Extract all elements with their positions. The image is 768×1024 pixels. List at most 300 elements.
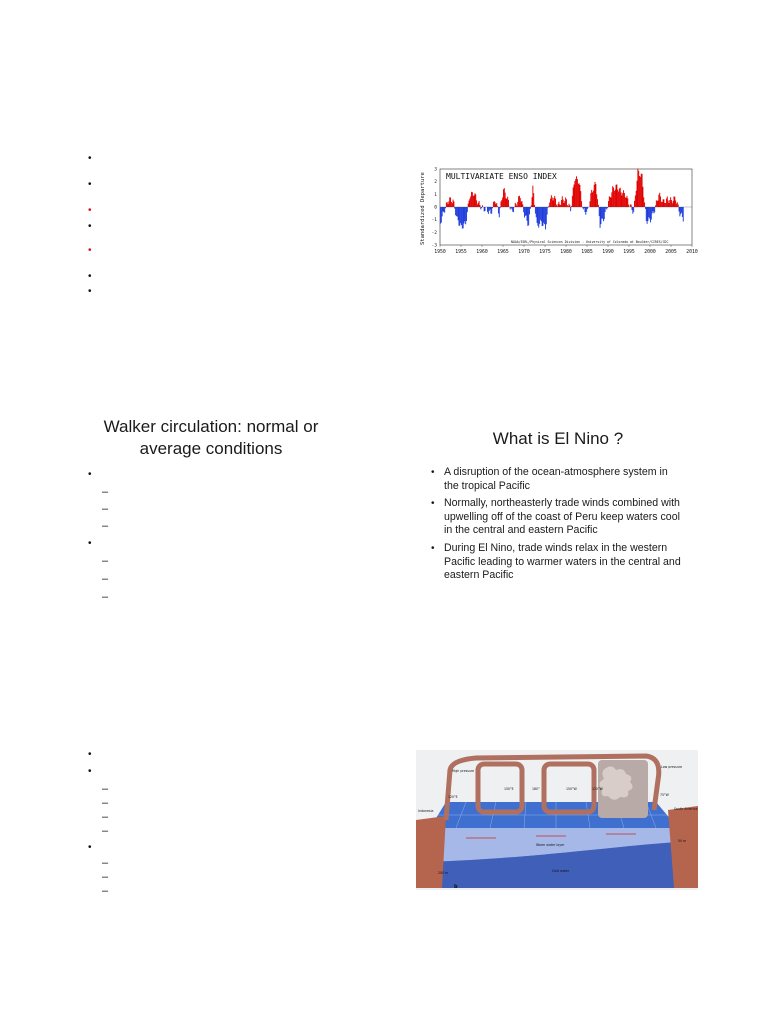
y-tick-label: -1: [431, 218, 437, 224]
enso-bar: [621, 192, 622, 207]
enso-bar: [645, 207, 646, 209]
enso-bar: [548, 206, 549, 207]
enso-bar: [590, 201, 591, 207]
label-180: 180°: [532, 787, 540, 791]
x-tick-label: 1990: [602, 250, 614, 255]
enso-bar: [618, 192, 619, 207]
enso-bar: [517, 202, 518, 207]
enso-bar: [464, 207, 465, 221]
enso-bar: [481, 207, 482, 208]
enso-bar: [655, 205, 656, 207]
enso-bar: [678, 204, 679, 207]
enso-bar: [520, 198, 521, 207]
enso-bar: [480, 207, 481, 209]
enso-bar: [676, 204, 677, 207]
enso-bar: [598, 205, 599, 207]
enso-bar: [489, 207, 490, 211]
enso-bar: [600, 207, 601, 224]
enso-bar: [654, 207, 655, 212]
enso-bar: [527, 207, 528, 226]
enso-bar: [619, 189, 620, 207]
enso-bar: [474, 193, 475, 207]
enso-bar: [566, 199, 567, 207]
enso-bar: [668, 203, 669, 207]
enso-bar: [539, 207, 540, 224]
enso-bar: [456, 207, 457, 216]
enso-bar: [594, 185, 595, 207]
enso-bar: [559, 204, 560, 207]
enso-bar: [523, 207, 524, 212]
enso-bar: [528, 207, 529, 225]
bullet-text: A disruption of the ocean-atmosphere system in the tropical Pacific: [444, 466, 668, 492]
y-tick-label: -2: [431, 230, 437, 236]
enso-bar: [641, 174, 642, 207]
enso-bar: [570, 207, 571, 211]
enso-bar: [590, 193, 591, 207]
enso-bar: [605, 207, 606, 212]
enso-bar: [583, 207, 584, 209]
enso-bar: [484, 207, 485, 211]
enso-bar: [461, 207, 462, 225]
enso-bar: [562, 196, 563, 207]
enso-bar: [574, 185, 575, 207]
sub-bullet-dash: –: [102, 591, 109, 603]
enso-bar: [613, 188, 614, 207]
list-item: [428, 466, 682, 493]
enso-bar: [674, 196, 675, 207]
enso-bar: [473, 196, 474, 207]
enso-bar: [585, 207, 586, 215]
enso-bar: [455, 207, 456, 215]
enso-bar: [552, 197, 553, 207]
enso-bar: [482, 205, 483, 207]
enso-bar: [653, 207, 654, 211]
enso-bar: [617, 190, 618, 207]
enso-bar: [447, 202, 448, 207]
enso-bar: [621, 195, 622, 207]
enso-bar: [658, 195, 659, 207]
enso-bar: [500, 201, 501, 207]
slide-title-line-2: average conditions: [139, 439, 283, 458]
enso-bar: [491, 207, 492, 214]
enso-bar: [564, 201, 565, 207]
enso-bar: [487, 207, 488, 212]
enso-bar: [475, 194, 476, 207]
enso-bar: [664, 203, 665, 207]
enso-bar: [448, 204, 449, 207]
enso-bar: [459, 207, 460, 226]
x-tick-label: 2000: [644, 250, 656, 255]
enso-bar: [446, 202, 447, 207]
enso-bar: [504, 188, 505, 207]
enso-bar: [495, 204, 496, 207]
enso-bar: [540, 207, 541, 220]
label-120e: 120°E: [448, 795, 458, 799]
enso-bar: [502, 197, 503, 207]
chart-y-axis-label: Standardized Departure: [420, 172, 426, 245]
enso-bar: [498, 207, 499, 213]
enso-bar: [535, 207, 536, 214]
enso-bar: [616, 185, 617, 207]
enso-bar: [596, 194, 597, 207]
enso-bar: [634, 201, 635, 207]
enso-bar: [563, 200, 564, 207]
enso-bar: [604, 207, 605, 219]
indonesia-landmass: [416, 816, 449, 888]
enso-bar: [561, 200, 562, 207]
enso-bar: [465, 207, 466, 224]
enso-bar: [611, 197, 612, 207]
enso-bar: [673, 201, 674, 207]
enso-bar: [611, 192, 612, 207]
enso-bar: [584, 207, 585, 208]
enso-bar: [663, 199, 664, 207]
slide-title-walker: [86, 416, 336, 460]
enso-bar: [597, 199, 598, 207]
bullet-point-red: •: [88, 205, 92, 216]
enso-bar: [663, 199, 664, 207]
enso-bar: [443, 207, 444, 211]
enso-bar: [640, 177, 641, 207]
enso-bar: [580, 191, 581, 207]
bullet-dot: •: [431, 542, 435, 554]
enso-bar: [479, 201, 480, 207]
enso-bar: [496, 203, 497, 207]
enso-bar: [492, 207, 493, 208]
enso-bar: [649, 207, 650, 219]
enso-bar: [679, 207, 680, 216]
enso-bar: [602, 207, 603, 219]
enso-bar: [526, 207, 527, 216]
enso-bar: [488, 207, 489, 214]
enso-bar: [612, 186, 613, 207]
enso-bar: [605, 207, 606, 208]
enso-bar: [534, 205, 535, 207]
enso-bar: [637, 169, 638, 207]
enso-bar: [554, 196, 555, 207]
enso-bar: [510, 207, 511, 209]
sub-bullet-dash: –: [102, 797, 109, 809]
enso-bar: [643, 197, 644, 207]
y-tick-label: -3: [431, 243, 437, 249]
x-tick-label: 1970: [518, 250, 530, 255]
enso-bar: [501, 200, 502, 207]
enso-bar: [661, 202, 662, 207]
enso-bar: [467, 207, 468, 212]
enso-bar: [593, 191, 594, 207]
sub-bullet-dash: –: [102, 573, 109, 585]
enso-bar: [493, 202, 494, 207]
enso-index-chart: [416, 163, 698, 259]
enso-bar: [553, 198, 554, 207]
sub-bullet-dash: –: [102, 520, 109, 532]
enso-bar: [551, 195, 552, 207]
enso-bar: [460, 207, 461, 223]
walker-diagram-svg: [416, 750, 698, 890]
enso-bar: [490, 207, 491, 214]
enso-bar: [677, 202, 678, 207]
enso-bar: [610, 197, 611, 207]
enso-bar: [637, 181, 638, 207]
enso-bar: [494, 201, 495, 207]
x-tick-label: 1985: [581, 250, 593, 255]
enso-bar: [500, 207, 501, 208]
x-tick-label: 1950: [434, 250, 446, 255]
bullet-point: •: [88, 842, 92, 853]
enso-bar: [573, 187, 574, 207]
enso-bar: [633, 207, 634, 212]
enso-bar: [652, 207, 653, 213]
enso-bar: [644, 203, 645, 208]
label-75w: 75°W: [660, 793, 669, 797]
x-tick-label: 1955: [455, 250, 467, 255]
enso-bar: [680, 207, 681, 214]
enso-bar: [577, 179, 578, 207]
x-tick-label: 2010: [686, 250, 698, 255]
list-item: [428, 497, 682, 538]
sub-bullet-dash: –: [102, 857, 109, 869]
enso-bar: [631, 205, 632, 207]
enso-bar: [542, 207, 543, 226]
enso-bar: [569, 204, 570, 207]
enso-bar: [626, 198, 627, 207]
walker-circulation-diagram: [416, 750, 698, 890]
enso-bar: [451, 202, 452, 207]
enso-bar: [681, 207, 682, 213]
enso-bar: [600, 207, 601, 228]
enso-bar: [653, 207, 654, 213]
enso-bar: [630, 204, 631, 207]
enso-bar: [587, 207, 588, 209]
y-tick-label: 0: [434, 205, 437, 211]
enso-bar: [626, 196, 627, 207]
y-tick-label: 3: [434, 167, 437, 173]
enso-bar: [506, 199, 507, 207]
enso-bar: [485, 207, 486, 211]
enso-bar: [642, 174, 643, 207]
enso-bar: [595, 182, 596, 207]
enso-bar: [656, 200, 657, 207]
label-cold-water: Cold water: [552, 869, 570, 873]
enso-bar: [620, 188, 621, 207]
enso-bar: [518, 196, 519, 207]
enso-bar: [440, 207, 441, 224]
enso-bar: [471, 192, 472, 207]
enso-bar: [495, 202, 496, 207]
enso-bar: [513, 207, 514, 212]
enso-bar: [623, 190, 624, 207]
enso-bar: [563, 203, 564, 207]
enso-bar: [682, 207, 683, 217]
enso-bar: [550, 199, 551, 207]
label-low-pressure: Low pressure: [661, 765, 683, 769]
enso-bar: [525, 207, 526, 216]
x-tick-label: 1995: [623, 250, 635, 255]
enso-bar: [627, 198, 628, 207]
enso-bar: [545, 207, 546, 229]
enso-bar: [538, 207, 539, 228]
enso-bar: [601, 207, 602, 219]
label-indonesia: Indonesia: [418, 809, 434, 813]
enso-bar: [616, 184, 617, 207]
enso-bar: [648, 207, 649, 217]
enso-bar: [524, 207, 525, 218]
enso-bar: [625, 197, 626, 207]
enso-bar: [470, 196, 471, 207]
enso-bar: [521, 201, 522, 207]
enso-bar: [453, 201, 454, 207]
y-tick-label: 1: [434, 192, 437, 198]
enso-bar: [595, 184, 596, 207]
x-tick-label: 1980: [560, 250, 572, 255]
enso-bar: [522, 204, 523, 207]
enso-bar: [464, 207, 465, 224]
enso-bar: [574, 181, 575, 207]
enso-bar: [614, 191, 615, 207]
enso-bar: [445, 207, 446, 208]
enso-bar: [569, 205, 570, 207]
enso-bar: [458, 207, 459, 220]
enso-bar: [662, 202, 663, 207]
enso-bar: [462, 207, 463, 229]
enso-bar: [675, 200, 676, 207]
enso-bar: [553, 200, 554, 207]
x-tick-label: 1965: [497, 250, 509, 255]
sub-bullet-dash: –: [102, 486, 109, 498]
enso-bar: [549, 203, 550, 207]
chart-credit: NOAA/ESRL/Physical Sciences Division - University of Colorado at Boulder/CIRES/CDC: [511, 240, 669, 244]
enso-bar: [469, 199, 470, 207]
sub-bullet-dash: –: [102, 885, 109, 897]
enso-bar: [560, 205, 561, 207]
enso-bar: [452, 203, 453, 207]
enso-bar: [572, 196, 573, 207]
enso-bar: [507, 197, 508, 207]
enso-bar: [457, 207, 458, 217]
bullet-point: •: [88, 538, 92, 549]
enso-bar: [659, 193, 660, 207]
enso-bar: [665, 203, 666, 207]
label-150w: 150°W: [566, 787, 577, 791]
enso-bar: [463, 207, 464, 228]
enso-bar: [546, 207, 547, 224]
chart-title: MULTIVARIATE ENSO INDEX: [446, 172, 557, 181]
x-tick-label: 1975: [539, 250, 551, 255]
enso-bar: [476, 200, 477, 207]
enso-bar: [558, 202, 559, 207]
enso-bar: [672, 203, 673, 207]
bullet-point-red: •: [88, 245, 92, 256]
bullet-point: •: [88, 749, 92, 760]
enso-bar: [558, 204, 559, 207]
enso-bar: [555, 199, 556, 207]
enso-bar: [453, 200, 454, 207]
enso-bar: [441, 207, 442, 223]
bullet-point: •: [88, 286, 92, 297]
enso-bar: [449, 197, 450, 207]
enso-bar: [658, 201, 659, 207]
enso-bar: [499, 207, 500, 217]
enso-bar: [579, 183, 580, 207]
bullet-dot: •: [431, 467, 435, 478]
bullet-point: •: [88, 766, 92, 777]
enso-bar: [581, 201, 582, 207]
enso-bar: [579, 185, 580, 207]
enso-bar: [628, 205, 629, 207]
enso-bar: [636, 191, 637, 207]
label-depth-50: 50 m: [678, 839, 687, 843]
enso-bar: [615, 190, 616, 207]
enso-bar: [674, 197, 675, 207]
enso-bar: [521, 202, 522, 207]
enso-bar: [477, 204, 478, 207]
label-south-america: South America: [674, 807, 698, 811]
enso-bar: [537, 207, 538, 226]
sub-bullet-dash: –: [102, 503, 109, 515]
enso-bar: [512, 207, 513, 212]
enso-bar: [527, 207, 528, 221]
enso-bar: [466, 207, 467, 221]
enso-bar: [537, 207, 538, 223]
sub-bullet-dash: –: [102, 871, 109, 883]
enso-bar: [443, 207, 444, 212]
enso-bar: [547, 207, 548, 215]
sub-bullet-dash: –: [102, 783, 109, 795]
enso-bar: [632, 207, 633, 214]
enso-bar: [454, 207, 455, 209]
el-nino-bullet-list: [428, 466, 682, 587]
enso-bar: [556, 205, 557, 207]
enso-bar: [519, 196, 520, 207]
enso-bar: [575, 179, 576, 207]
bullet-point: •: [88, 271, 92, 282]
enso-bar: [642, 187, 643, 207]
enso-bar: [646, 207, 647, 221]
label-120w: 120°W: [592, 787, 603, 791]
bullet-point: •: [88, 179, 92, 190]
enso-bar: [450, 197, 451, 207]
label-150e: 150°E: [504, 787, 514, 791]
enso-bar: [591, 190, 592, 207]
label-high-pressure: High pressure: [452, 769, 475, 773]
slide-title-el-nino: What is El Nino ?: [492, 429, 624, 448]
enso-bar: [536, 207, 537, 217]
label-depth-200: 200 m: [438, 871, 449, 875]
enso-bar: [472, 192, 473, 207]
enso-bar: [458, 207, 459, 226]
enso-bar: [669, 200, 670, 207]
enso-bar: [668, 200, 669, 207]
enso-bar: [638, 171, 639, 207]
enso-bar: [603, 207, 604, 221]
enso-bar: [442, 207, 443, 216]
enso-bar: [586, 207, 587, 212]
enso-bar: [505, 193, 506, 207]
enso-bar: [508, 200, 509, 207]
enso-bar: [576, 176, 577, 207]
enso-bar: [578, 184, 579, 207]
enso-bar: [490, 207, 491, 209]
enso-bar: [670, 197, 671, 207]
enso-bar: [683, 207, 684, 222]
enso-bar: [529, 207, 530, 214]
sub-bullet-dash: –: [102, 555, 109, 567]
bullet-point: •: [88, 221, 92, 232]
enso-bar: [608, 201, 609, 207]
enso-bar: [647, 207, 648, 224]
enso-bar: [632, 207, 633, 210]
enso-bar: [565, 197, 566, 207]
